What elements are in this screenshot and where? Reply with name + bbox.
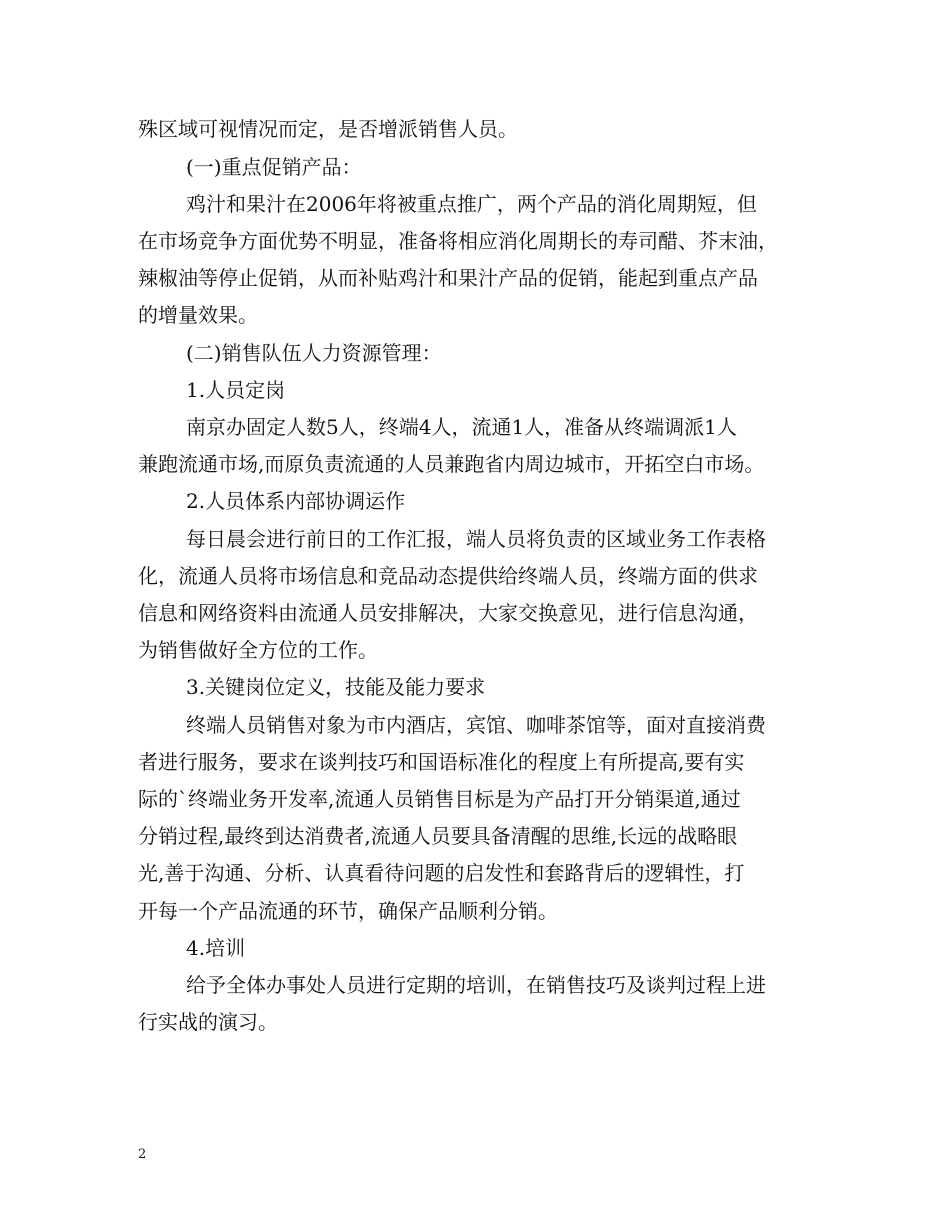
paragraph-line: 者进行服务，要求在谈判技巧和国语标准化的程度上有所提高,要有实 (138, 750, 745, 774)
paragraph-line: 殊区域可视情况而定，是否增派销售人员。 (138, 117, 518, 141)
paragraph-line: 际的`终端业务开发率,流通人员销售目标是为产品打开分销渠道,通过 (138, 787, 741, 811)
paragraph-line: 化，流通人员将市场信息和竞品动态提供给终端人员，终端方面的供求 (138, 564, 758, 588)
paragraph-line: 行实战的演习。 (138, 1010, 278, 1034)
paragraph-line: 的增量效果。 (138, 303, 258, 327)
subsection-heading: 1.人员定岗 (186, 378, 286, 402)
page-number: 2 (138, 1147, 147, 1162)
paragraph-line: 光,善于沟通、分析、认真看待问题的启发性和套路背后的逻辑性，打 (138, 861, 745, 885)
section-heading: (一)重点促销产品： (186, 155, 362, 179)
paragraph-line: 南京办固定人数5人，终端4人，流通1人，准备从终端调派1人 (186, 415, 737, 439)
paragraph-line: 每日晨会进行前日的工作汇报，端人员将负责的区域业务工作表格 (186, 527, 766, 551)
paragraph-line: 在市场竞争方面优势不明显，准备将相应消化周期长的寿司醋、芥末油， (138, 229, 778, 253)
paragraph-line: 给予全体办事处人员进行定期的培训，在销售技巧及谈判过程上进 (186, 973, 766, 997)
paragraph-line: 开每一个产品流通的环节，确保产品顺利分销。 (138, 899, 558, 923)
paragraph-line: 鸡汁和果汁在2006年将被重点推广，两个产品的消化周期短，但 (186, 192, 757, 216)
subsection-heading: 2.人员体系内部协调运作 (186, 489, 406, 513)
paragraph-line: 信息和网络资料由流通人员安排解决，大家交换意见，进行信息沟通， (138, 601, 758, 625)
paragraph-line: 分销过程,最终到达消费者,流通人员要具备清醒的思维,长远的战略眼 (138, 824, 738, 848)
paragraph-line: 为销售做好全方位的工作。 (138, 638, 378, 662)
paragraph-line: 辣椒油等停止促销，从而补贴鸡汁和果汁产品的促销，能起到重点产品 (138, 266, 758, 290)
section-heading: (二)销售队伍人力资源管理： (186, 341, 442, 365)
subsection-heading: 3.关键岗位定义，技能及能力要求 (186, 675, 486, 699)
subsection-heading: 4.培训 (186, 936, 246, 960)
paragraph-line: 兼跑流通市场,而原负责流通的人员兼跑省内周边城市，开拓空白市场。 (138, 452, 765, 476)
paragraph-line: 终端人员销售对象为市内酒店，宾馆、咖啡茶馆等，面对直接消费 (186, 713, 766, 737)
